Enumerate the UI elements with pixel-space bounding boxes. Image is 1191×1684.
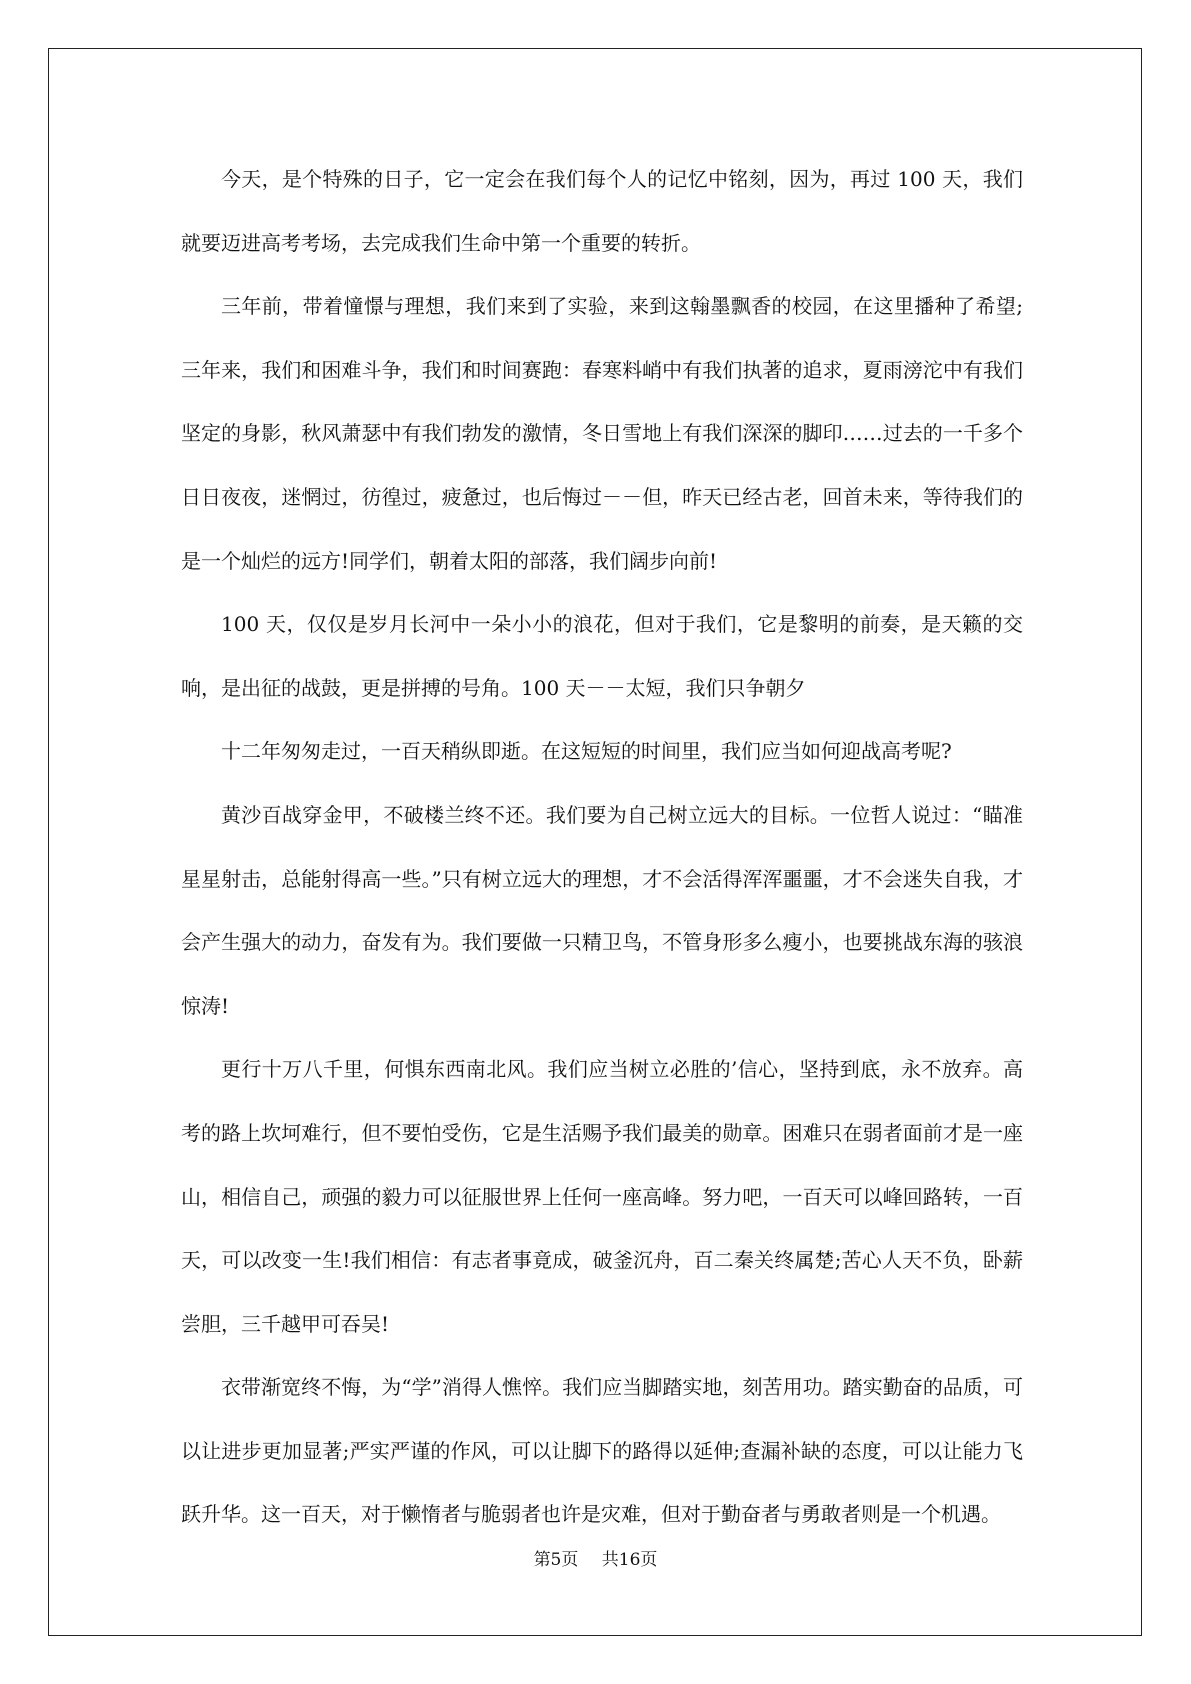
- paragraph-7: 衣带渐宽终不悔，为“学”消得人憔悴。我们应当脚踏实地，刻苦用功。踏实勤奋的品质，可以让进步更加显著;严实严谨的作风，可以让脚下的路得以延伸;查漏补缺的态度，可以让能力飞跃升华。这一百天，对于懒惰者与脆弱者也许是灾难，但对于勤奋者与勇敢者则是一个机遇。: [181, 1375, 1023, 1527]
- page-number-total: 共16页: [601, 1550, 658, 1570]
- document-body: [181, 148, 1023, 1547]
- paragraph-2: 三年前，带着憧憬与理想，我们来到了实验，来到这翰墨飘香的校园，在这里播种了希望;三年来，我们和困难斗争，我们和时间赛跑：春寒料峭中有我们执著的追求，夏雨滂沱中有我们坚定的身影，秋风萧瑟中有我们勃发的激情，冬日雪地上有我们深深的脚印……过去的一千多个日日夜夜，迷惘过，彷徨过，疲惫过，也后悔过－－但，昨天已经古老，回首未来，等待我们的是一个灿烂的远方!同学们，朝着太阳的部落，我们阔步向前!: [181, 294, 1023, 573]
- paragraph-4: 十二年匆匆走过，一百天稍纵即逝。在这短短的时间里，我们应当如何迎战高考呢?: [221, 739, 952, 764]
- paragraph-3: 100 天，仅仅是岁月长河中一朵小小的浪花，但对于我们，它是黎明的前奏，是天籁的交响，是出征的战鼓，更是拼搏的号角。100 天－－太短，我们只争朝夕: [181, 612, 1023, 700]
- page-number-current: 第5页: [533, 1550, 579, 1570]
- paragraph-1: 今天，是个特殊的日子，它一定会在我们每个人的记忆中铭刻，因为，再过 100 天，我们就要迈进高考考场，去完成我们生命中第一个重要的转折。: [181, 167, 1023, 255]
- page-footer: [0, 1548, 1191, 1572]
- paragraph-5: 黄沙百战穿金甲，不破楼兰终不还。我们要为自己树立远大的目标。一位哲人说过：“瞄准星星射击，总能射得高一些。”只有树立远大的理想，才不会活得浑浑噩噩，才不会迷失自我，才会产生强大的动力，奋发有为。我们要做一只精卫鸟，不管身形多么瘦小，也要挑战东海的骇浪惊涛!: [181, 802, 1023, 1018]
- paragraph-6: 更行十万八千里，何惧东西南北风。我们应当树立必胜的’信心，坚持到底，永不放弃。高考的路上坎坷难行，但不要怕受伤，它是生活赐予我们最美的勋章。困难只在弱者面前才是一座山，相信自己，顽强的毅力可以征服世界上任何一座高峰。努力吧，一百天可以峰回路转，一百天，可以改变一生!我们相信：有志者事竟成，破釜沉舟，百二秦关终属楚;苦心人天不负，卧薪尝胆，三千越甲可吞吴!: [181, 1057, 1023, 1336]
